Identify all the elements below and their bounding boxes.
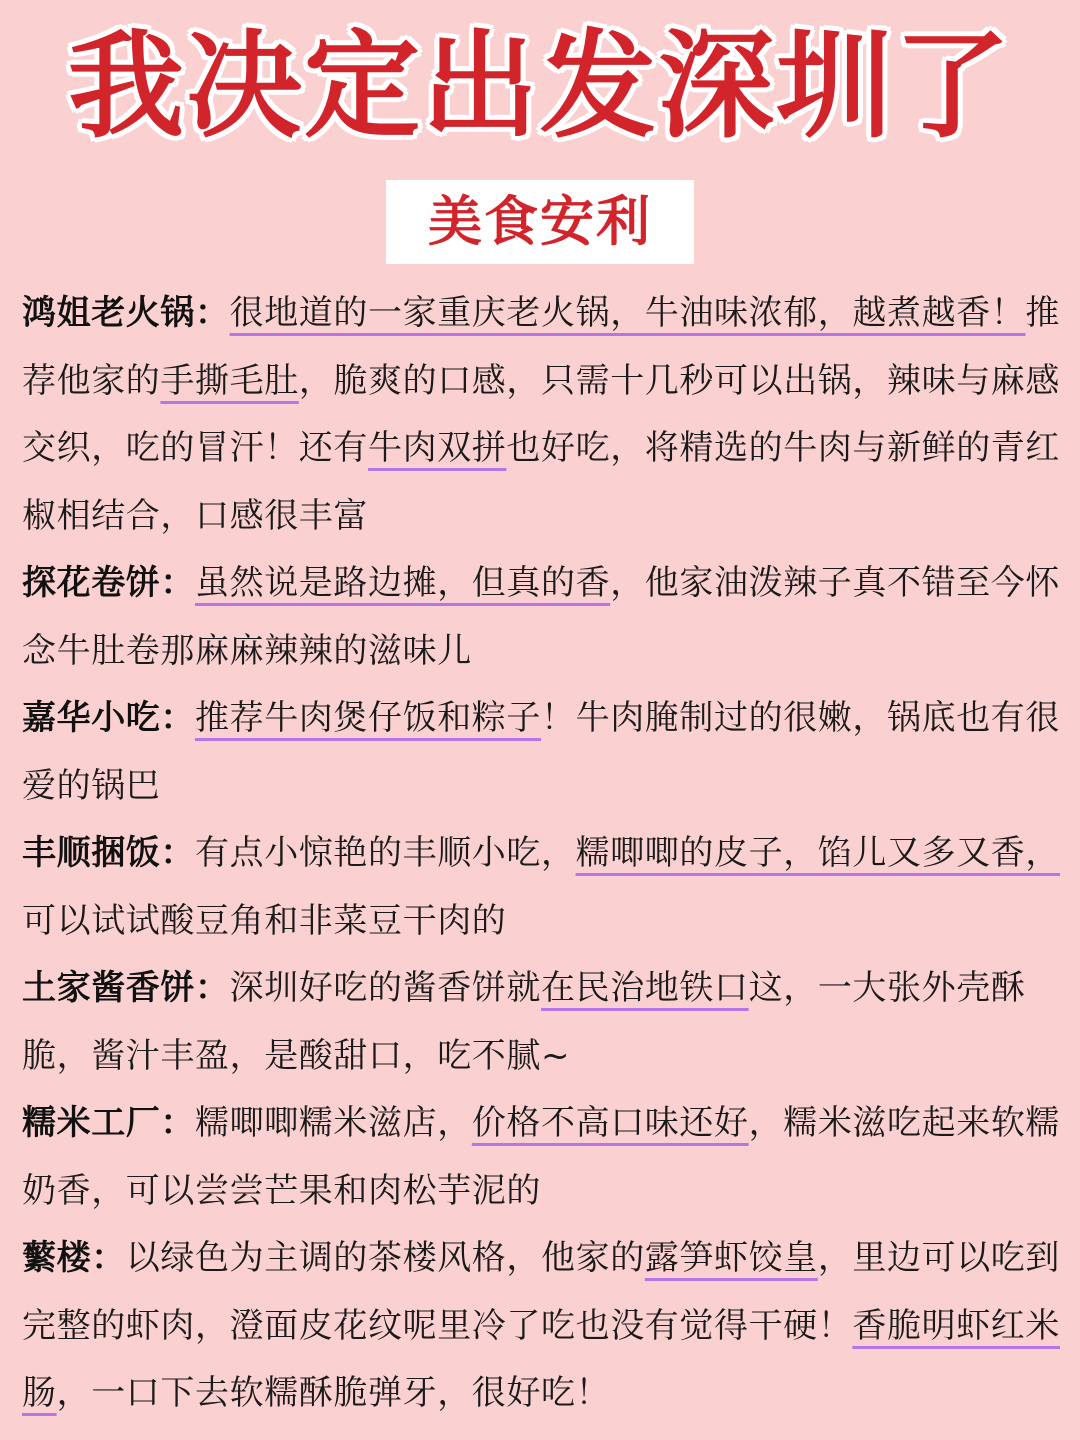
entry-nuomi-factory bbox=[22, 1090, 1062, 1225]
restaurant-name: 鸿姐老火锅： bbox=[22, 293, 230, 333]
description-text: 推荐他家的 bbox=[22, 293, 1061, 401]
description-text: ，他家油泼辣子真不错至今怀念牛肚卷那麻麻辣辣的滋味儿 bbox=[22, 563, 1061, 671]
description-text: ，脆爽的口感，只需十几秒可以出锅，辣味与麻感交织，吃的冒汗！还有 bbox=[22, 360, 1061, 468]
description-text: ，糯米滋吃起来软糯奶香，可以尝尝芒果和肉松芋泥的 bbox=[22, 1103, 1061, 1211]
page-title: 我决定出发深圳了 bbox=[68, 19, 1012, 154]
restaurant-name: 蘩楼： bbox=[22, 1238, 126, 1278]
description-text: ，里边可以吃到完整的虾肉，澄面皮花纹呢里冷了吃也没有觉得干硬！ bbox=[22, 1238, 1061, 1346]
restaurant-name: 探花卷饼： bbox=[22, 563, 195, 603]
highlight-text: 推荐牛肉煲仔饭和粽子 bbox=[195, 698, 541, 738]
description-text: 以绿色为主调的茶楼风格，他家的 bbox=[125, 1238, 645, 1278]
highlight-text: 香脆明虾红米肠 bbox=[22, 1305, 1061, 1413]
description-text: 有点小惊艳的丰顺小吃， bbox=[195, 833, 576, 873]
entry-tanhua-wrap bbox=[22, 550, 1062, 685]
highlight-text: 价格不高口味还好 bbox=[471, 1103, 749, 1143]
entry-jiahua-snack bbox=[22, 685, 1062, 820]
description-text: 这，一大张外壳酥脆，酱汁丰盈，是酸甜口，吃不腻~ bbox=[22, 968, 1026, 1076]
highlight-text: 手撕毛肚 bbox=[160, 360, 299, 401]
description-text: 也好吃，将精选的牛肉与新鲜的青红椒相结合，口感很丰富 bbox=[22, 428, 1061, 536]
entry-hongjie-hotpot bbox=[22, 280, 1062, 550]
description-text: 深圳好吃的酱香饼就 bbox=[229, 968, 542, 1008]
highlight-text: 在民治地铁口 bbox=[541, 968, 749, 1008]
highlight-text: 露笋虾饺皇 bbox=[644, 1238, 818, 1278]
highlight-text: 很地道的一家重庆老火锅，牛油味浓郁，越煮越香！ bbox=[229, 293, 1026, 333]
description-text: ！牛肉腌制过的很嫩，锅底也有很爱的锅巴 bbox=[22, 698, 1060, 806]
highlight-text: 牛肉双拼 bbox=[368, 428, 507, 468]
recommendation-list bbox=[22, 280, 1062, 1428]
entry-tujia-pancake bbox=[22, 955, 1062, 1090]
description-text: 糯唧唧糯米滋店， bbox=[195, 1103, 472, 1143]
highlight-text: 糯唧唧的皮子，馅儿又多又香， bbox=[575, 833, 1061, 873]
subtitle: 美食安利 bbox=[428, 190, 652, 253]
subtitle-badge bbox=[386, 180, 694, 264]
description-text: 可以试试酸豆角和非菜豆干肉的 bbox=[22, 900, 507, 941]
entry-fanlou bbox=[22, 1225, 1062, 1428]
description-text: ，一口下去软糯酥脆弹牙，很好吃！ bbox=[56, 1373, 611, 1413]
restaurant-name: 土家酱香饼： bbox=[22, 968, 230, 1008]
restaurant-name: 嘉华小吃： bbox=[22, 698, 195, 738]
highlight-text: 虽然说是路边摊，但真的香 bbox=[195, 563, 611, 603]
restaurant-name: 糯米工厂： bbox=[22, 1103, 195, 1143]
restaurant-name: 丰顺捆饭： bbox=[22, 833, 195, 873]
entry-fengshun-rice bbox=[22, 820, 1062, 955]
